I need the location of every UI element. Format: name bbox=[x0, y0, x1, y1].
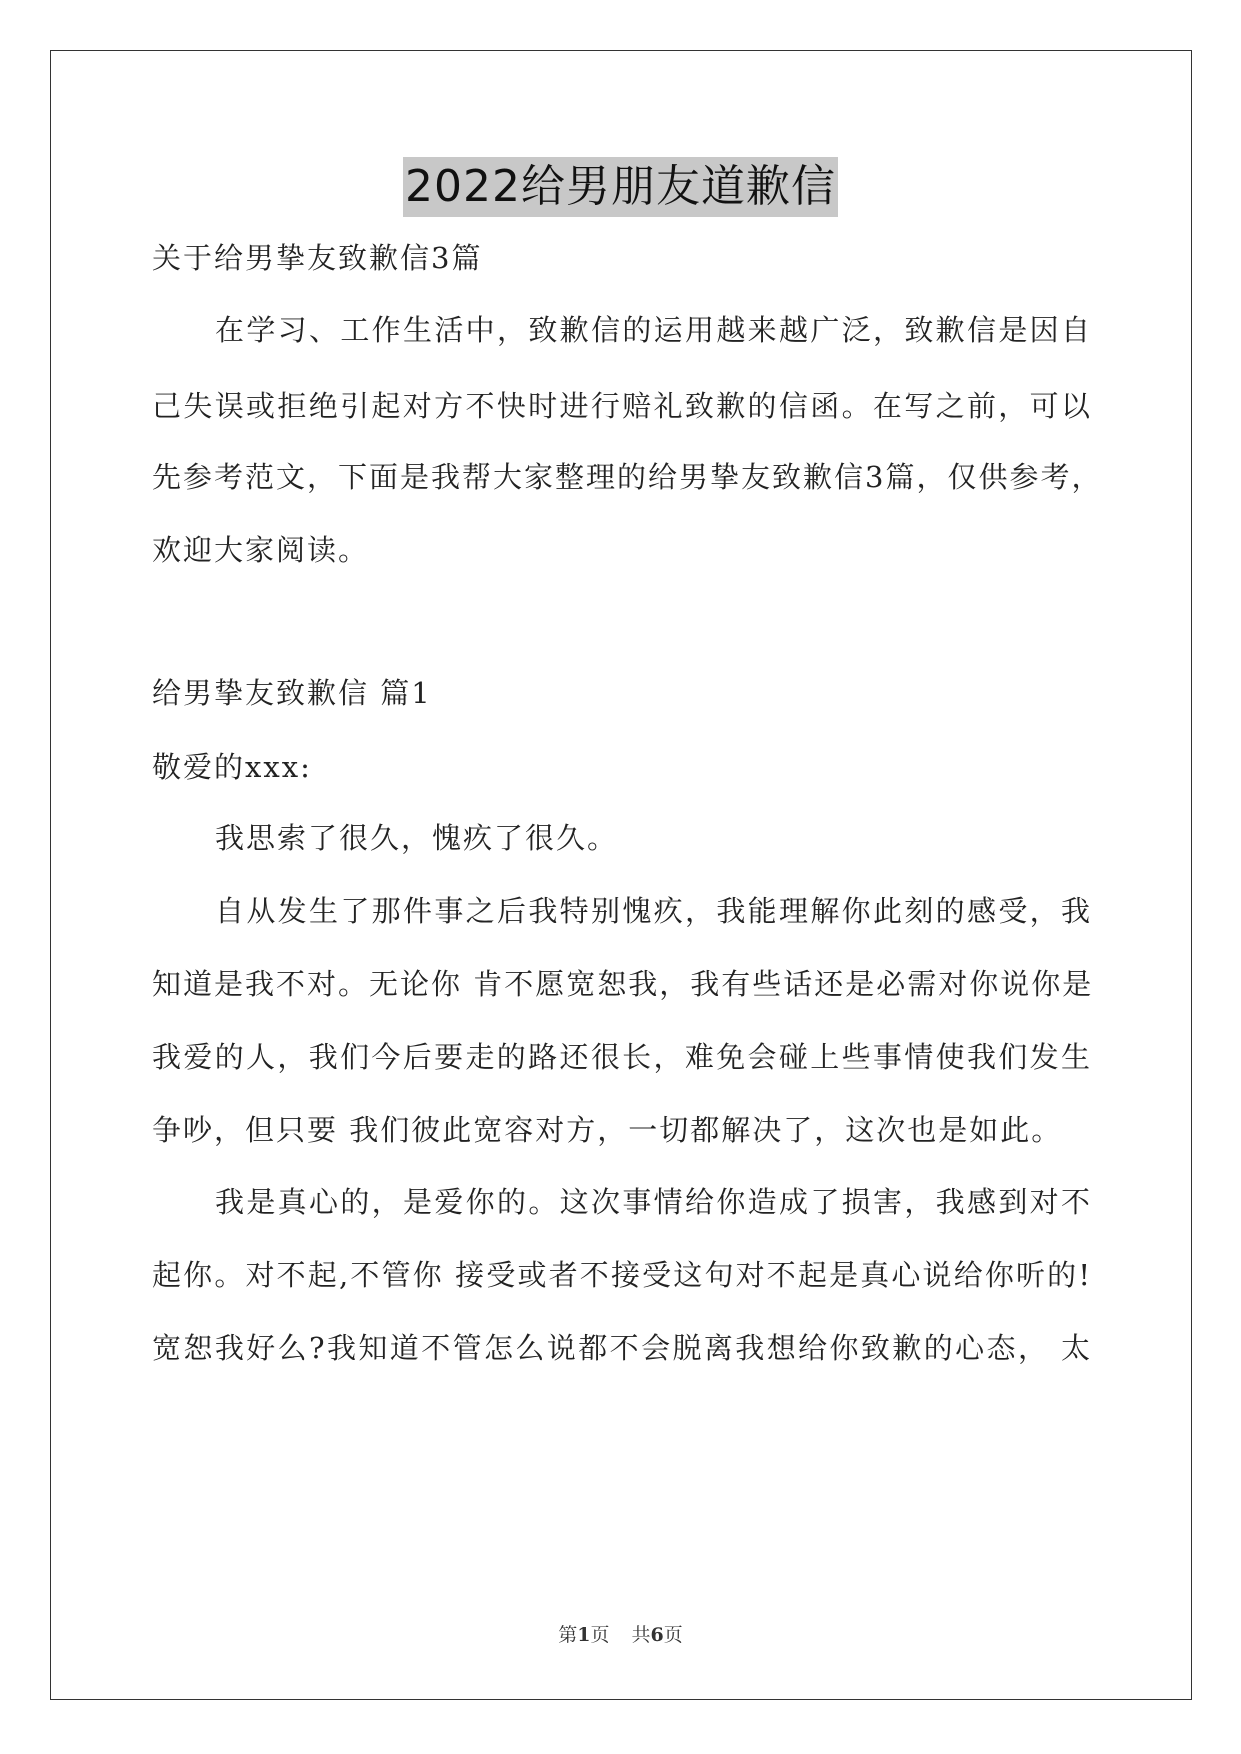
paragraph-line: 宽恕我好么?我知道不管怎么说都不会脱离我想给你致歉的心态， 太 bbox=[152, 1331, 1092, 1365]
paragraph-line: 我是真心的，是爱你的。这次事情给你造成了损害，我感到对不 bbox=[215, 1185, 1092, 1219]
section-heading: 给男挚友致歉信 篇1 bbox=[152, 676, 432, 710]
page-prefix: 第 bbox=[558, 1624, 578, 1646]
paragraph-line: 起你。对不起,不管你 接受或者不接受这句对不起是真心说给你听的! bbox=[152, 1258, 1092, 1292]
article-heading: 关于给男挚友致歉信3篇 bbox=[152, 241, 483, 275]
document-title bbox=[0, 157, 1241, 217]
paragraph-line: 自从发生了那件事之后我特别愧疚，我能理解你此刻的感受，我 bbox=[215, 894, 1092, 928]
page-footer bbox=[0, 1622, 1241, 1648]
page-number: 1 bbox=[577, 1624, 591, 1646]
paragraph-line: 欢迎大家阅读。 bbox=[152, 533, 370, 567]
total-prefix: 共 bbox=[631, 1624, 651, 1646]
paragraph-line: 我思索了很久，愧疚了很久。 bbox=[215, 821, 619, 855]
page-suffix: 页 bbox=[590, 1624, 610, 1646]
total-pages: 6 bbox=[650, 1624, 664, 1646]
paragraph-line: 先参考范文，下面是我帮大家整理的给男挚友致歉信3篇，仅供参考， bbox=[152, 460, 1103, 494]
paragraph-line: 我爱的人，我们今后要走的路还很长，难免会碰上些事情使我们发生 bbox=[152, 1040, 1092, 1074]
paragraph-line: 在学习、工作生活中，致歉信的运用越来越广泛，致歉信是因自 bbox=[215, 313, 1092, 347]
salutation: 敬爱的xxx: bbox=[152, 750, 312, 784]
paragraph-line: 知道是我不对。无论你 肯不愿宽恕我，我有些话还是必需对你说你是 bbox=[152, 967, 1094, 1001]
paragraph-line: 己失误或拒绝引起对方不快时进行赔礼致歉的信函。在写之前，可以 bbox=[152, 389, 1092, 423]
page-border bbox=[50, 50, 1192, 1700]
total-suffix: 页 bbox=[663, 1624, 683, 1646]
paragraph-line: 争吵，但只要 我们彼此宽容对方，一切都解决了，这次也是如此。 bbox=[152, 1113, 1063, 1147]
document-title-text: 2022给男朋友道歉信 bbox=[403, 157, 838, 217]
